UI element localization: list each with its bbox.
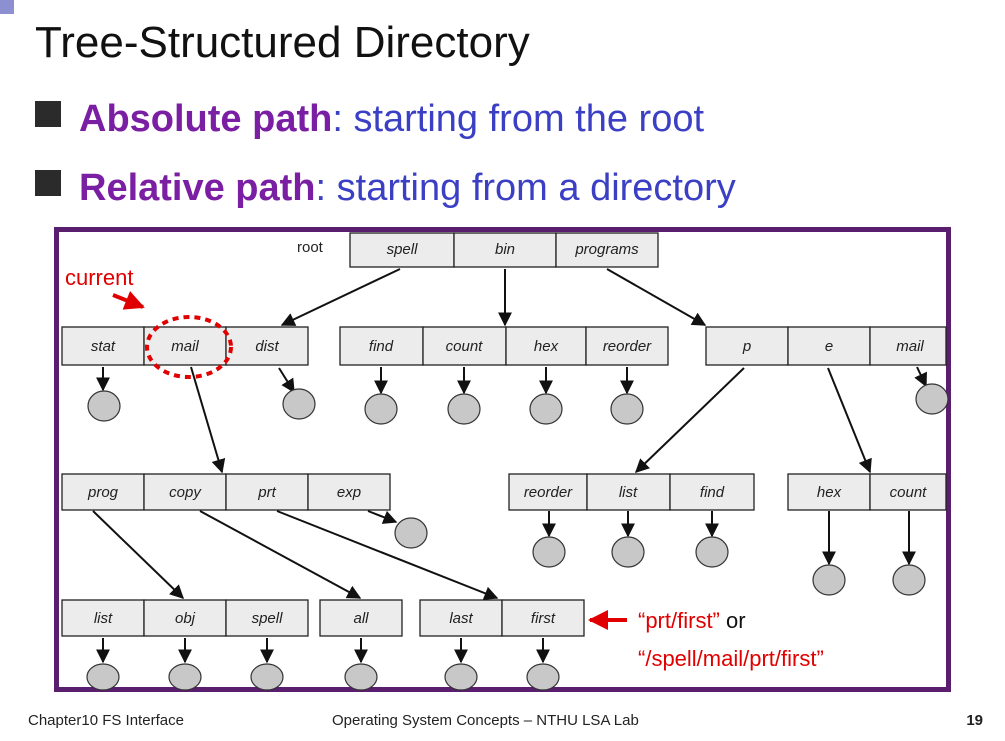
dir-dist-label: dist [255, 338, 279, 355]
root-label: root [297, 239, 323, 256]
dir-p-label: p [742, 338, 752, 355]
current-arrow [113, 295, 143, 307]
file-circle [893, 565, 925, 595]
dir-find2-label: find [699, 484, 725, 501]
footer-course: Operating System Concepts – NTHU LSA Lab [332, 712, 639, 729]
bullet-term: Absolute path [79, 98, 333, 140]
page-number: 19 [966, 712, 983, 729]
dir-obj-label: obj [174, 610, 196, 627]
slide-title: Tree-Structured Directory [35, 18, 530, 67]
file-circle [530, 394, 562, 424]
dir-prt-label: prt [258, 484, 276, 501]
file-circle [612, 537, 644, 567]
dir-last-label: last [449, 610, 473, 627]
dir-count-label: count [445, 338, 483, 355]
file-circle [527, 664, 559, 690]
dir-prog-label: prog [87, 484, 119, 501]
path-example-1: “prt/first” [638, 608, 720, 633]
dir-exp-label: exp [336, 484, 362, 501]
file-circle [611, 394, 643, 424]
dir-reorder2-label: reorder [523, 484, 573, 501]
path-or: or [719, 608, 746, 633]
file-circle [533, 537, 565, 567]
file-circle [283, 389, 315, 419]
dir-stat-label: stat [90, 338, 116, 355]
dir-hex2-label: hex [816, 484, 842, 501]
file-nodes [87, 384, 948, 690]
bullet-term: Relative path [79, 167, 316, 209]
footer-chapter: Chapter10 FS Interface [28, 712, 184, 729]
file-circle [448, 394, 480, 424]
dir-reorder-label: reorder [602, 338, 652, 355]
dir-spell-label: spell [386, 241, 418, 258]
file-circle [345, 664, 377, 690]
file-circle [696, 537, 728, 567]
dir-hex-label: hex [533, 338, 559, 355]
dir-mail-label: mail [171, 338, 199, 355]
file-circle [169, 664, 201, 690]
dir-programs-label: programs [575, 241, 639, 258]
dir-e-label: e [824, 338, 834, 355]
file-circle [445, 664, 477, 690]
file-circle [395, 518, 427, 548]
dir-mail2-label: mail [896, 338, 924, 355]
file-circle [916, 384, 948, 414]
dir-all-label: all [353, 610, 369, 627]
current-label: current [65, 265, 134, 290]
dir-bin-label: bin [494, 241, 516, 258]
bullet-desc: : starting from a directory [315, 167, 736, 209]
dir-find-label: find [368, 338, 394, 355]
dir-list2-label: list [93, 610, 113, 627]
path-example-2: “/spell/mail/prt/first” [638, 646, 824, 671]
bullet-desc: : starting from the root [332, 98, 705, 140]
dir-spell2-label: spell [251, 610, 283, 627]
path-example-line1 [638, 608, 746, 633]
file-circle [87, 664, 119, 690]
file-circle [813, 565, 845, 595]
file-circle [88, 391, 120, 421]
file-circle [365, 394, 397, 424]
dir-list-label: list [618, 484, 638, 501]
file-circle [251, 664, 283, 690]
dir-copy-label: copy [169, 484, 201, 501]
dir-count2-label: count [889, 484, 927, 501]
dir-first-label: first [530, 610, 556, 627]
